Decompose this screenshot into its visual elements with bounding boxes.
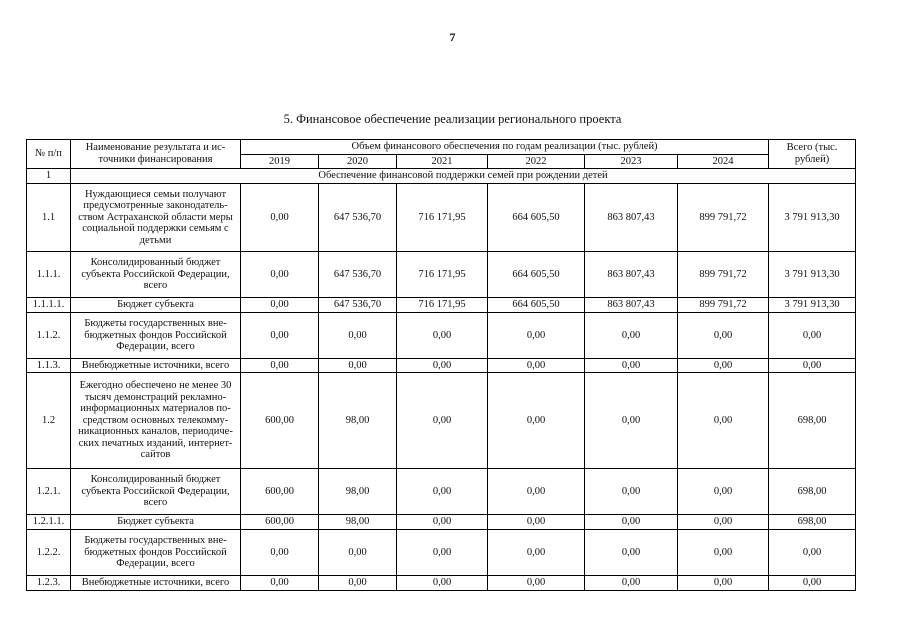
row-value: 647 536,70	[319, 252, 397, 298]
row-value: 0,00	[488, 530, 585, 576]
row-value: 0,00	[678, 515, 769, 530]
section-title-cell: Обеспечение финансовой поддержки семей при рождении детей	[71, 169, 856, 184]
row-num: 1.1.2.	[27, 313, 71, 359]
row-value: 0,00	[488, 469, 585, 515]
row-value: 0,00	[678, 373, 769, 469]
row-total: 698,00	[769, 469, 856, 515]
header-year: 2023	[585, 155, 678, 169]
row-value: 899 791,72	[678, 252, 769, 298]
row-name: Бюджет субъекта	[71, 515, 241, 530]
row-total: 698,00	[769, 373, 856, 469]
header-year: 2024	[678, 155, 769, 169]
financing-table	[26, 139, 856, 591]
row-value: 0,00	[678, 576, 769, 591]
table-row	[27, 576, 856, 591]
row-value: 0,00	[678, 469, 769, 515]
row-value: 0,00	[585, 359, 678, 373]
row-value: 0,00	[488, 576, 585, 591]
row-value: 0,00	[241, 298, 319, 313]
row-total: 0,00	[769, 359, 856, 373]
row-value: 98,00	[319, 373, 397, 469]
row-value: 863 807,43	[585, 252, 678, 298]
header-name: Наименование результата и ис-точники финансирования	[71, 140, 241, 169]
row-name: Ежегодно обеспечено не менее 30 тысяч демонстраций рекламно-информационных материалов по-средством основных телекомму-никационных каналов, периодиче-ских печатных изданий, интернет-сайтов	[71, 373, 241, 469]
row-num: 1.1.3.	[27, 359, 71, 373]
row-num: 1.2.1.1.	[27, 515, 71, 530]
row-value: 0,00	[397, 515, 488, 530]
row-total: 0,00	[769, 313, 856, 359]
row-value: 0,00	[488, 373, 585, 469]
row-value: 0,00	[241, 530, 319, 576]
row-num: 1.1.1.	[27, 252, 71, 298]
row-value: 600,00	[241, 515, 319, 530]
row-value: 0,00	[241, 576, 319, 591]
row-value: 0,00	[241, 313, 319, 359]
row-total: 3 791 913,30	[769, 298, 856, 313]
row-value: 0,00	[488, 515, 585, 530]
row-value: 0,00	[397, 359, 488, 373]
row-value: 600,00	[241, 373, 319, 469]
table-row	[27, 359, 856, 373]
row-value: 899 791,72	[678, 298, 769, 313]
row-value: 863 807,43	[585, 298, 678, 313]
header-volume: Объем финансового обеспечения по годам реализации (тыс. рублей)	[241, 140, 769, 155]
row-value: 716 171,95	[397, 252, 488, 298]
row-name: Бюджет субъекта	[71, 298, 241, 313]
row-value: 0,00	[585, 373, 678, 469]
row-total: 0,00	[769, 530, 856, 576]
row-value: 0,00	[678, 359, 769, 373]
row-value: 716 171,95	[397, 184, 488, 252]
row-value: 98,00	[319, 469, 397, 515]
row-value: 600,00	[241, 469, 319, 515]
row-value: 0,00	[488, 313, 585, 359]
row-value: 0,00	[319, 576, 397, 591]
row-value: 0,00	[241, 184, 319, 252]
section-num: 1	[27, 169, 71, 184]
header-total: Всего (тыс. рублей)	[769, 140, 856, 169]
table-row	[27, 373, 856, 469]
table-row	[27, 252, 856, 298]
row-value: 647 536,70	[319, 298, 397, 313]
row-value: 664 605,50	[488, 184, 585, 252]
row-value: 647 536,70	[319, 184, 397, 252]
table-row	[27, 515, 856, 530]
header-year: 2021	[397, 155, 488, 169]
row-name: Консолидированный бюджет субъекта Российской Федерации, всего	[71, 252, 241, 298]
row-value: 863 807,43	[585, 184, 678, 252]
row-num: 1.2.1.	[27, 469, 71, 515]
row-value: 0,00	[397, 576, 488, 591]
table-row	[27, 298, 856, 313]
section-title: 5. Финансовое обеспечение реализации регионального проекта	[283, 112, 622, 126]
row-name: Внебюджетные источники, всего	[71, 359, 241, 373]
row-value: 0,00	[319, 530, 397, 576]
row-value: 0,00	[678, 530, 769, 576]
row-name: Бюджеты государственных вне-бюджетных фондов Российской Федерации, всего	[71, 313, 241, 359]
header-year: 2022	[488, 155, 585, 169]
row-value: 0,00	[397, 469, 488, 515]
row-name: Бюджеты государственных вне-бюджетных фондов Российской Федерации, всего	[71, 530, 241, 576]
row-value: 0,00	[397, 373, 488, 469]
table-row	[27, 469, 856, 515]
row-value: 664 605,50	[488, 298, 585, 313]
header-row-1	[27, 140, 856, 155]
row-value: 0,00	[585, 313, 678, 359]
row-value: 0,00	[241, 359, 319, 373]
row-value: 0,00	[397, 530, 488, 576]
row-value: 0,00	[488, 359, 585, 373]
row-total: 3 791 913,30	[769, 184, 856, 252]
row-value: 98,00	[319, 515, 397, 530]
table-row	[27, 184, 856, 252]
row-value: 0,00	[585, 576, 678, 591]
row-num: 1.1	[27, 184, 71, 252]
row-value: 0,00	[319, 313, 397, 359]
row-num: 1.2	[27, 373, 71, 469]
header-num: № п/п	[27, 140, 71, 169]
row-num: 1.1.1.1.	[27, 298, 71, 313]
row-num: 1.2.2.	[27, 530, 71, 576]
row-value: 899 791,72	[678, 184, 769, 252]
header-year: 2020	[319, 155, 397, 169]
row-num: 1.2.3.	[27, 576, 71, 591]
row-total: 3 791 913,30	[769, 252, 856, 298]
section-row	[27, 169, 856, 184]
row-value: 0,00	[585, 530, 678, 576]
table-row	[27, 530, 856, 576]
row-value: 0,00	[585, 469, 678, 515]
row-value: 0,00	[397, 313, 488, 359]
page-number: 7	[449, 30, 456, 44]
row-value: 0,00	[241, 252, 319, 298]
header-year: 2019	[241, 155, 319, 169]
row-value: 0,00	[585, 515, 678, 530]
row-value: 0,00	[319, 359, 397, 373]
row-name: Консолидированный бюджет субъекта Российской Федерации, всего	[71, 469, 241, 515]
row-name: Нуждающиеся семьи получают предусмотренные законодатель-ством Астраханской области меры социальной поддержки семьям с детьми	[71, 184, 241, 252]
row-value: 0,00	[678, 313, 769, 359]
row-name: Внебюджетные источники, всего	[71, 576, 241, 591]
row-total: 698,00	[769, 515, 856, 530]
row-value: 664 605,50	[488, 252, 585, 298]
row-total: 0,00	[769, 576, 856, 591]
row-value: 716 171,95	[397, 298, 488, 313]
table-row	[27, 313, 856, 359]
